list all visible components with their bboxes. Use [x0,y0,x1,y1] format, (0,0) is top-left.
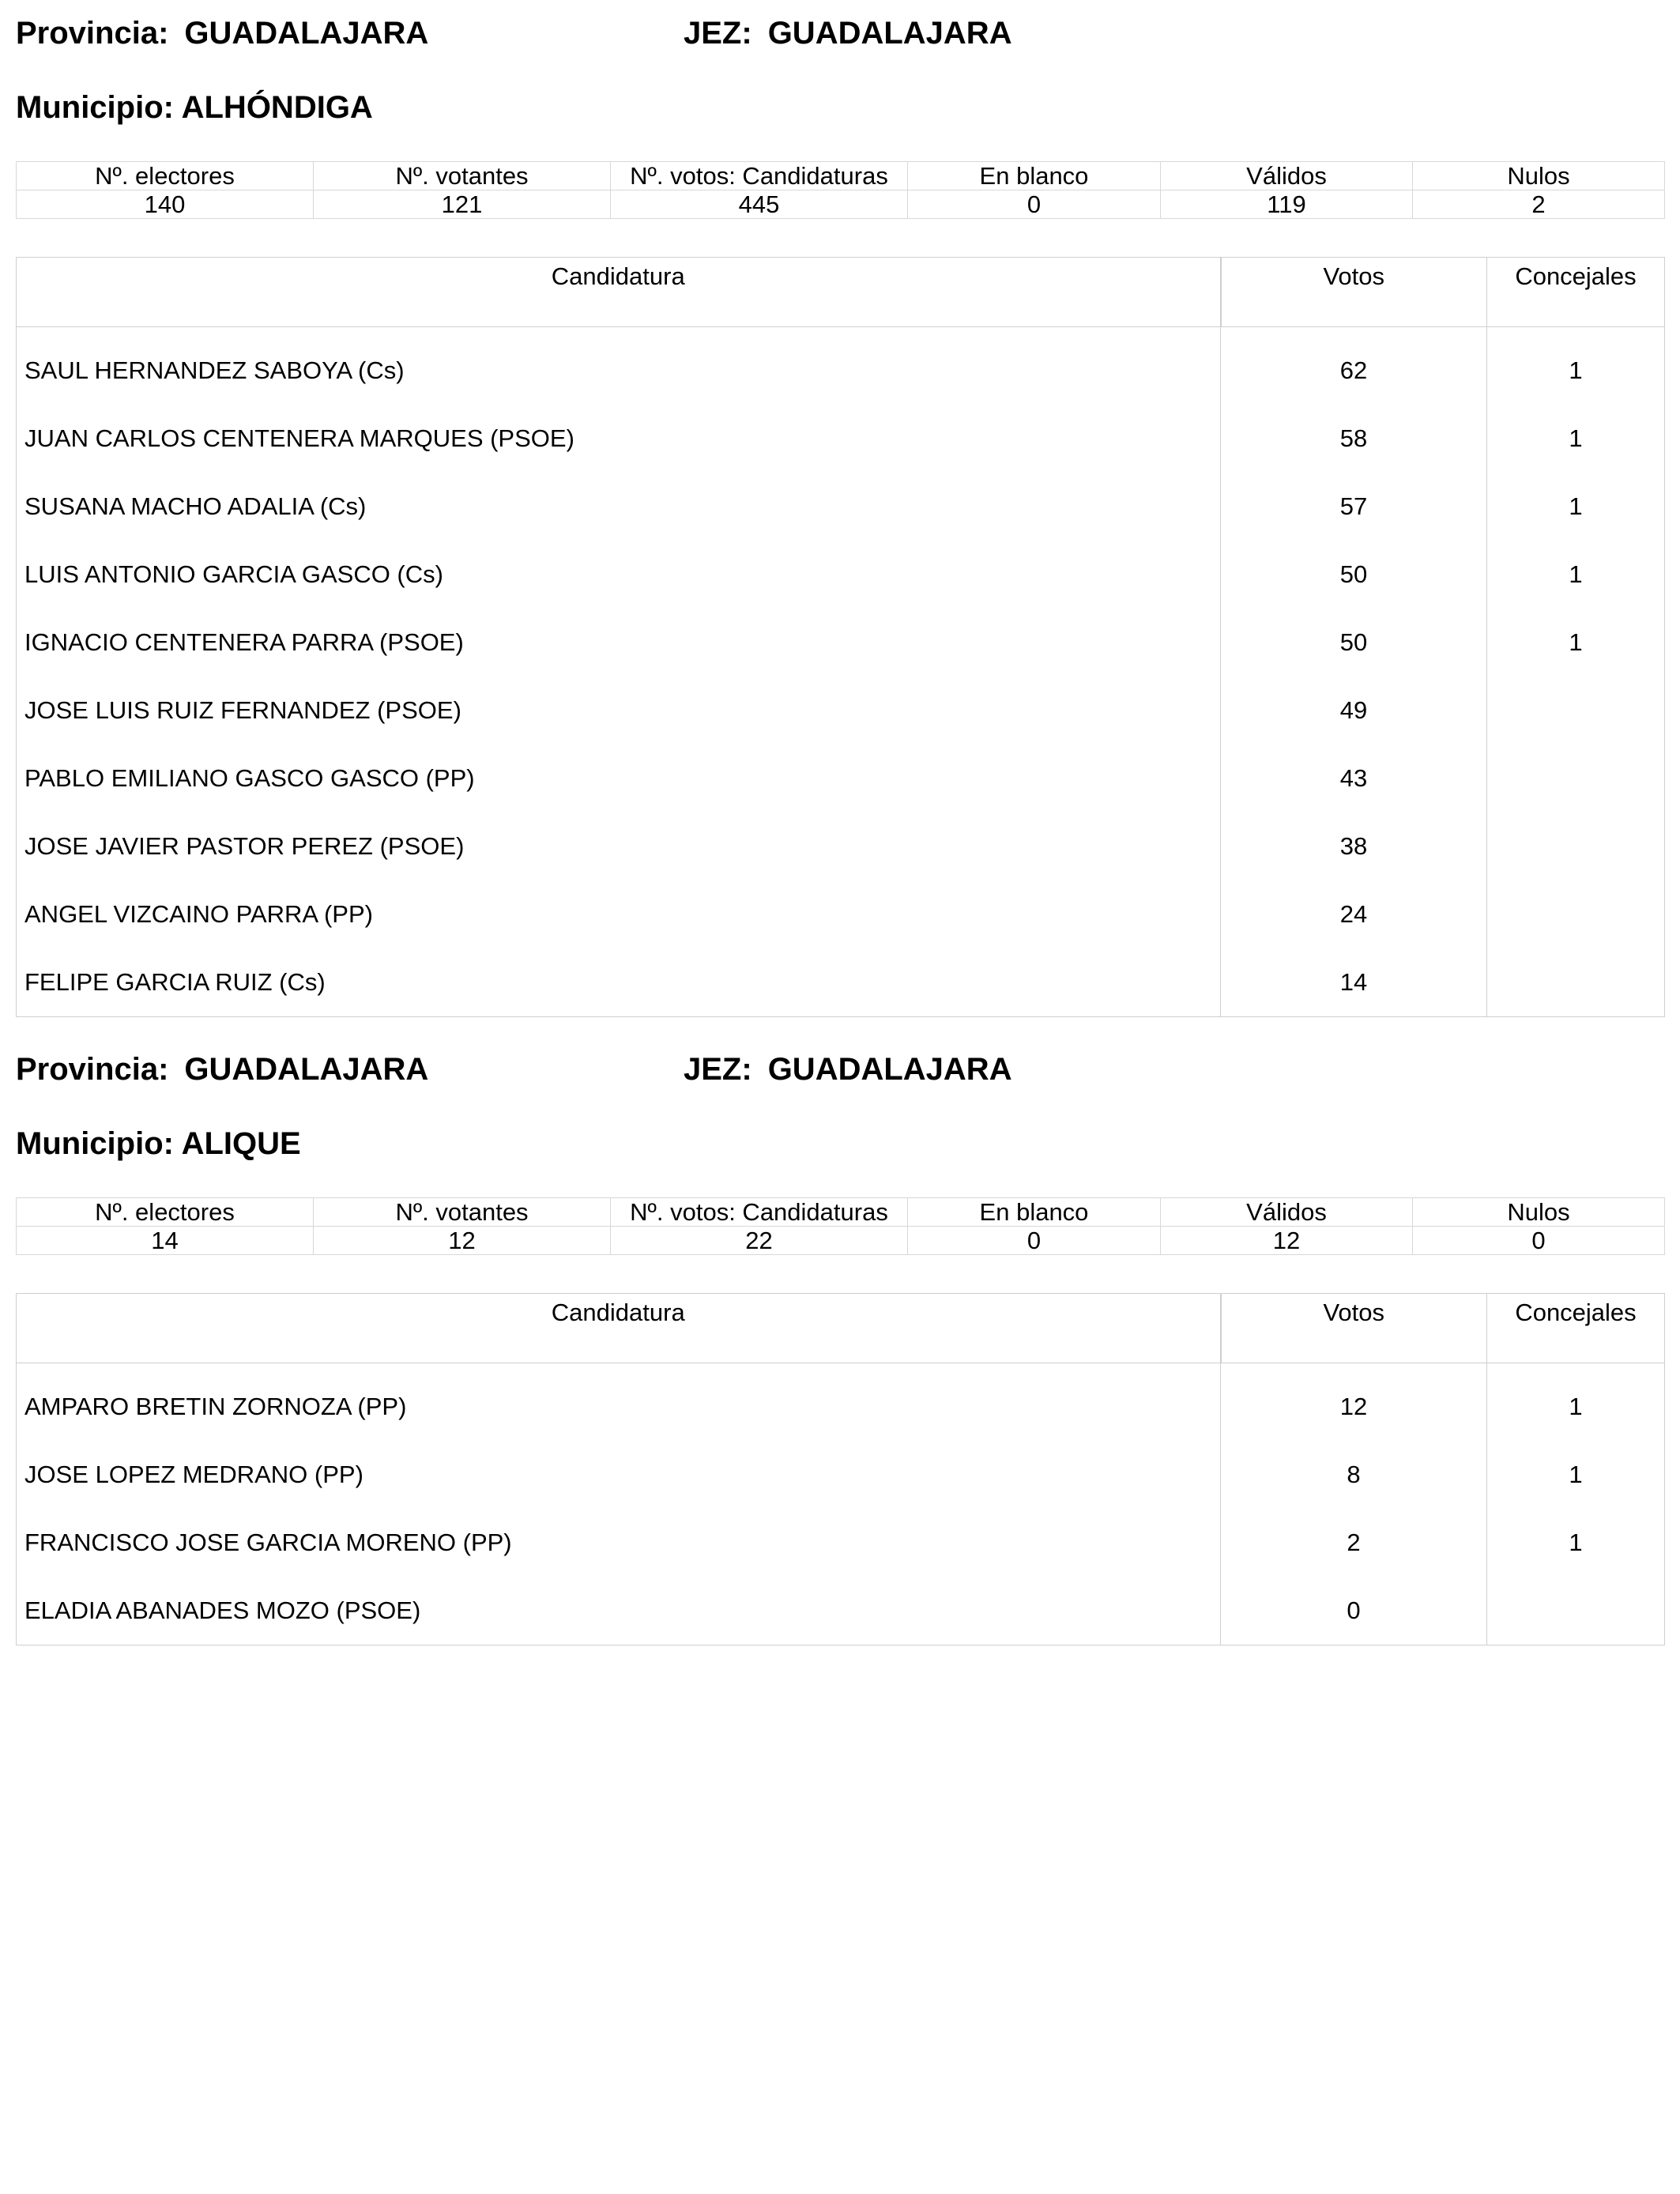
candidate-row [17,1441,1665,1509]
stats-value-cell: 0 [1413,1227,1665,1255]
candidate-name: FELIPE GARCIA RUIZ (Cs) [17,948,1221,1017]
stats-value-cell: 14 [17,1227,314,1255]
municipio-section [16,1036,1664,1646]
jez-label: JEZ: [684,16,752,51]
stats-table [16,1197,1665,1255]
stats-value-cell: 2 [1413,190,1665,219]
candidate-seats [1487,677,1665,745]
candidate-name: JOSE LOPEZ MEDRANO (PP) [17,1441,1221,1509]
stats-header-cell: Nulos [1413,1198,1665,1227]
jez-value: GUADALAJARA [767,16,1012,51]
candidate-row [17,1363,1665,1442]
municipio-value: ALIQUE [181,1126,301,1161]
municipio-label: Municipio: [16,1126,174,1161]
stats-value-cell: 12 [1161,1227,1413,1255]
stats-header-row [17,162,1665,190]
candidate-seats: 1 [1487,1441,1665,1509]
stats-header-cell: En blanco [908,1198,1161,1227]
candidate-seats: 1 [1487,405,1665,473]
stats-table [16,161,1665,219]
candidate-name: FRANCISCO JOSE GARCIA MORENO (PP) [17,1509,1221,1577]
concejales-header: Concejales [1487,1294,1665,1363]
candidate-seats [1487,1577,1665,1646]
candidate-votes: 58 [1221,405,1487,473]
stats-header-cell: Nº. electores [17,1198,314,1227]
stats-header-cell: Válidos [1161,162,1413,190]
candidate-name: JOSE LUIS RUIZ FERNANDEZ (PSOE) [17,677,1221,745]
stats-header-cell: Nº. votos: Candidaturas [611,162,908,190]
candidates-table [16,257,1665,1017]
candidate-row [17,948,1665,1017]
candidate-seats: 1 [1487,1363,1665,1442]
stats-value-cell: 0 [908,1227,1161,1255]
candidate-votes: 0 [1221,1577,1487,1646]
stats-header-cell: Nº. votantes [314,162,611,190]
candidate-name: ANGEL VIZCAINO PARRA (PP) [17,880,1221,948]
candidate-votes: 49 [1221,677,1487,745]
stats-header-cell: Nulos [1413,162,1665,190]
candidate-row [17,473,1665,541]
candidate-row [17,1509,1665,1577]
candidate-votes: 2 [1221,1509,1487,1577]
candidate-votes: 43 [1221,745,1487,812]
candidate-row [17,880,1665,948]
candidate-row [17,327,1665,405]
candidate-seats: 1 [1487,541,1665,609]
provincia-label: Provincia: [16,16,169,51]
candidate-votes: 62 [1221,327,1487,405]
jez-heading [684,1052,1012,1088]
candidate-name: SAUL HERNANDEZ SABOYA (Cs) [17,327,1221,405]
votos-header: Votos [1221,1294,1487,1363]
stats-header-cell: Válidos [1161,1198,1413,1227]
candidate-row [17,405,1665,473]
candidates-header-row [17,1294,1665,1363]
candidate-votes: 24 [1221,880,1487,948]
candidate-name: PABLO EMILIANO GASCO GASCO (PP) [17,745,1221,812]
candidate-seats [1487,812,1665,880]
provincia-value: GUADALAJARA [184,16,429,51]
candidate-votes: 12 [1221,1363,1487,1442]
candidate-votes: 8 [1221,1441,1487,1509]
stats-value-cell: 140 [17,190,314,219]
stats-value-row [17,190,1665,219]
candidate-seats [1487,948,1665,1017]
candidates-header-row [17,258,1665,327]
candidate-name: JOSE JAVIER PASTOR PEREZ (PSOE) [17,812,1221,880]
candidate-seats: 1 [1487,1509,1665,1577]
provincia-value: GUADALAJARA [184,1052,429,1087]
jez-heading [684,16,1012,51]
stats-value-cell: 12 [314,1227,611,1255]
candidate-votes: 50 [1221,609,1487,677]
stats-header-cell: Nº. votantes [314,1198,611,1227]
candidate-name: ELADIA ABANADES MOZO (PSOE) [17,1577,1221,1646]
votos-header: Votos [1221,258,1487,327]
candidate-votes: 14 [1221,948,1487,1017]
candidate-name: AMPARO BRETIN ZORNOZA (PP) [17,1363,1221,1442]
candidate-name: LUIS ANTONIO GARCIA GASCO (Cs) [17,541,1221,609]
section-header [16,1036,1664,1186]
candidate-row [17,541,1665,609]
candidate-name: JUAN CARLOS CENTENERA MARQUES (PSOE) [17,405,1221,473]
candidate-row [17,609,1665,677]
candidate-seats [1487,880,1665,948]
municipio-label: Municipio: [16,90,174,125]
stats-header-row [17,1198,1665,1227]
section-header [16,0,1664,150]
stats-header-cell: Nº. electores [17,162,314,190]
municipio-section [16,0,1664,1017]
candidate-row [17,677,1665,745]
provincia-heading [16,16,428,51]
candidate-row [17,812,1665,880]
stats-value-cell: 0 [908,190,1161,219]
candidate-seats [1487,745,1665,812]
candidate-votes: 50 [1221,541,1487,609]
candidate-name: IGNACIO CENTENERA PARRA (PSOE) [17,609,1221,677]
candidates-table [16,1293,1665,1646]
jez-label: JEZ: [684,1052,752,1087]
stats-value-row [17,1227,1665,1255]
candidate-votes: 38 [1221,812,1487,880]
candidate-seats: 1 [1487,327,1665,405]
provincia-heading [16,1052,428,1088]
jez-value: GUADALAJARA [767,1052,1012,1087]
candidate-votes: 57 [1221,473,1487,541]
stats-header-cell: Nº. votos: Candidaturas [611,1198,908,1227]
stats-value-cell: 119 [1161,190,1413,219]
candidate-name: SUSANA MACHO ADALIA (Cs) [17,473,1221,541]
candidate-row [17,745,1665,812]
concejales-header: Concejales [1487,258,1665,327]
stats-value-cell: 445 [611,190,908,219]
candidate-seats: 1 [1487,609,1665,677]
candidatura-header: Candidatura [17,258,1221,327]
candidate-row [17,1577,1665,1646]
stats-value-cell: 121 [314,190,611,219]
municipio-heading [16,90,373,126]
provincia-label: Provincia: [16,1052,169,1087]
candidatura-header: Candidatura [17,1294,1221,1363]
stats-header-cell: En blanco [908,162,1161,190]
municipio-value: ALHÓNDIGA [181,90,373,125]
municipio-heading [16,1126,301,1162]
stats-value-cell: 22 [611,1227,908,1255]
candidate-seats: 1 [1487,473,1665,541]
